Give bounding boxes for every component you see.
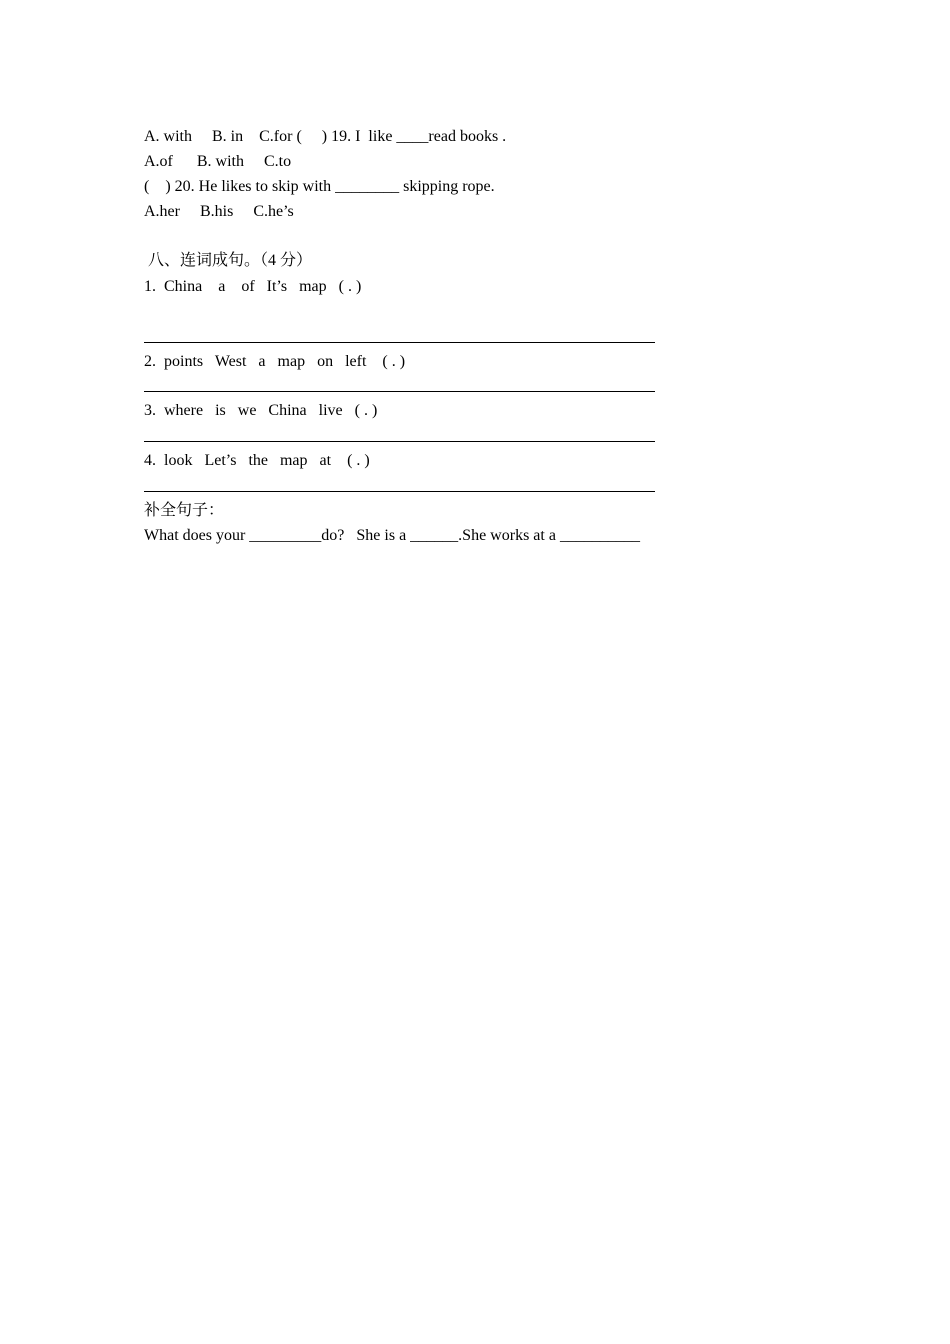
- reorder-item-2: 2. points West a map on left ( . ): [144, 353, 406, 370]
- answer-line-3[interactable]: [144, 441, 655, 442]
- q20-question: ( ) 20. He likes to skip with ________ skipping rope.: [144, 178, 495, 195]
- q20-answer-options: A.her B.his C.he’s: [144, 203, 294, 220]
- answer-line-2[interactable]: [144, 391, 655, 392]
- reorder-item-1: 1. China a of It’s map ( . ): [144, 278, 362, 295]
- completion-heading: 补全句子：: [144, 502, 225, 519]
- q19-answer-options: A.of B. with C.to: [144, 153, 292, 170]
- answer-line-1[interactable]: [144, 342, 655, 343]
- answer-line-4[interactable]: [144, 491, 655, 492]
- completion-sentence: What does your _________do? She is a ______.She works at a __________: [144, 527, 640, 544]
- reorder-item-4: 4. look Let’s the map at ( . ): [144, 452, 370, 469]
- section-heading: 八、连词成句。（4 分）: [144, 252, 313, 269]
- q19-options-line: A. with B. in C.for ( ) 19. I like ____read books .: [144, 128, 507, 145]
- reorder-item-3: 3. where is we China live ( . ): [144, 402, 378, 419]
